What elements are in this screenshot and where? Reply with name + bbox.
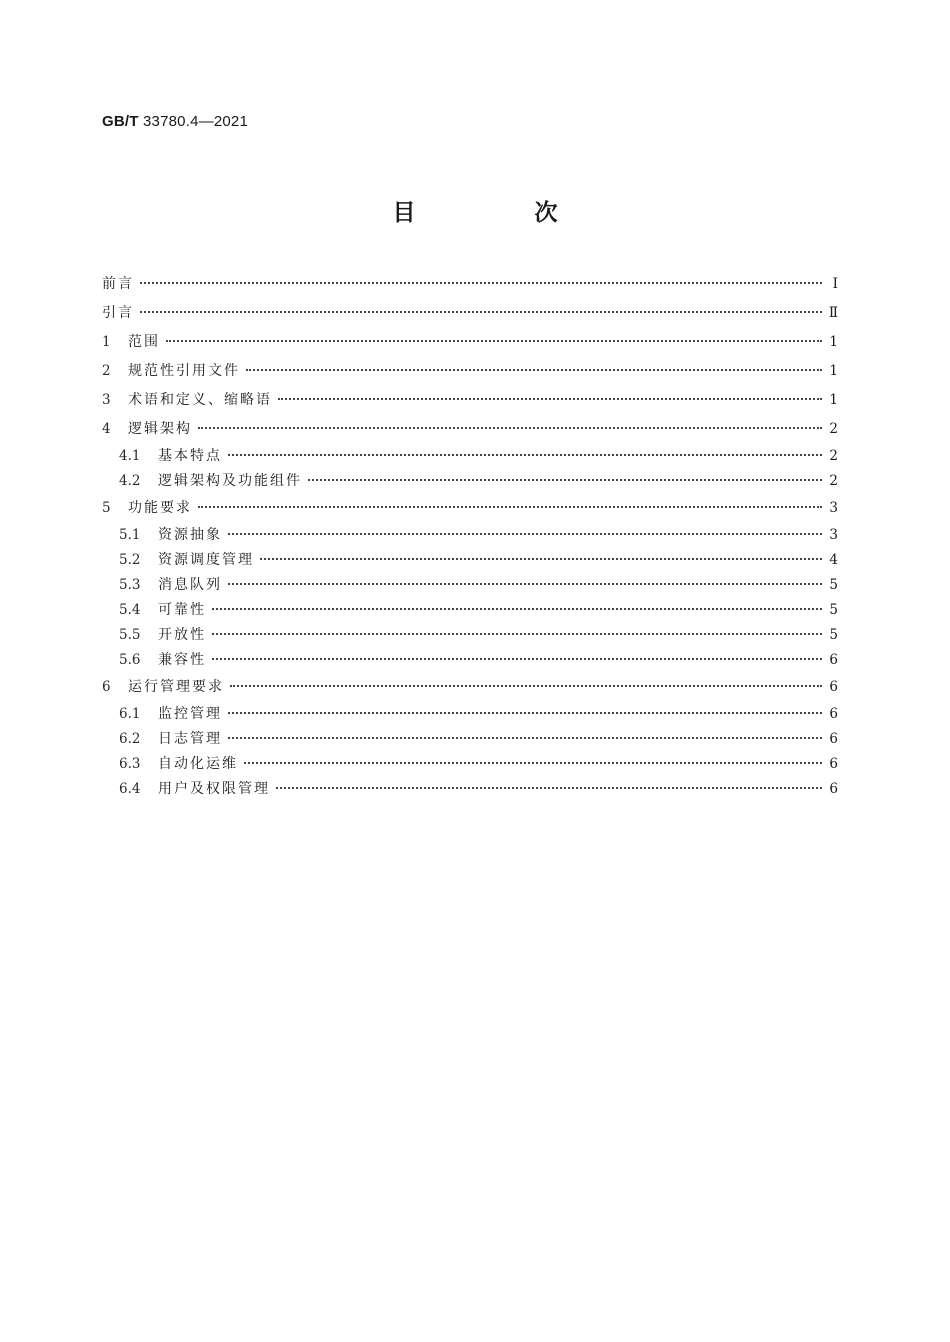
toc-entry-page: 1 [829,334,838,350]
toc-dot-leader [166,340,822,342]
toc-dot-leader [198,427,822,429]
toc-dot-leader [228,583,822,585]
toc-entry[interactable] [102,673,838,702]
toc-entry-number: 6.1 [119,706,141,722]
toc-entry-number: 5.6 [119,652,141,668]
toc-entry-label: 运行管理要求 [128,679,224,695]
toc-entry-label: 逻辑架构及功能组件 [158,473,302,489]
toc-entry-label: 可靠性 [158,602,206,618]
toc-entry[interactable] [102,598,838,623]
toc-entry-page: 4 [829,552,838,568]
toc-dot-leader [308,479,822,481]
toc-entry-page: 6 [829,652,838,668]
toc-entry[interactable] [102,573,838,598]
toc-entry-page: 5 [829,627,838,643]
toc-entry-label: 引言 [102,305,134,321]
toc-entry[interactable] [102,702,838,727]
toc-dot-leader [212,658,822,660]
toc-entry-label: 监控管理 [158,706,222,722]
toc-entry[interactable] [102,444,838,469]
toc-entry[interactable] [102,270,838,299]
toc-dot-leader [140,311,822,313]
toc-entry[interactable] [102,648,838,673]
toc-entry[interactable] [102,328,838,357]
toc-entry-page: 2 [829,421,838,437]
table-of-contents [102,270,838,802]
toc-entry[interactable] [102,727,838,752]
toc-entry-number: 5 [102,500,111,516]
toc-entry-label: 逻辑架构 [128,421,192,437]
toc-entry-label: 规范性引用文件 [128,363,240,379]
toc-entry-label: 用户及权限管理 [158,781,270,797]
toc-dot-leader [198,506,822,508]
toc-dot-leader [276,787,822,789]
toc-entry[interactable] [102,494,838,523]
toc-entry-page: 6 [829,731,838,747]
toc-entry-number: 5.4 [119,602,141,618]
toc-dot-leader [212,633,822,635]
toc-entry[interactable] [102,469,838,494]
toc-entry-page: 6 [829,706,838,722]
toc-dot-leader [260,558,822,560]
toc-entry-number: 1 [102,334,111,350]
standard-code [102,113,248,130]
toc-dot-leader [244,762,822,764]
toc-entry-page: 6 [829,781,838,797]
toc-entry[interactable] [102,777,838,802]
toc-entry-page: Ⅱ [828,305,838,321]
toc-entry-page: 5 [829,602,838,618]
toc-entry[interactable] [102,623,838,648]
toc-entry-page: 1 [829,392,838,408]
toc-entry-label: 自动化运维 [158,756,238,772]
standard-code-number: 33780.4—2021 [143,113,249,130]
toc-entry-page: 3 [829,500,838,516]
toc-entry-page: 2 [829,473,838,489]
toc-entry[interactable] [102,299,838,328]
toc-dot-leader [140,282,822,284]
toc-entry-label: 日志管理 [158,731,222,747]
toc-entry[interactable] [102,386,838,415]
toc-entry-label: 资源抽象 [158,527,222,543]
toc-entry-page: 6 [829,756,838,772]
toc-entry-number: 4.2 [119,473,141,489]
toc-entry-label: 前言 [102,276,134,292]
toc-entry-number: 2 [102,363,111,379]
toc-entry[interactable] [102,548,838,573]
toc-entry-number: 5.1 [119,527,141,543]
toc-entry[interactable] [102,415,838,444]
toc-dot-leader [212,608,822,610]
toc-entry-label: 消息队列 [158,577,222,593]
toc-entry-number: 4 [102,421,111,437]
toc-entry-page: Ⅰ [832,276,838,292]
toc-entry-number: 6 [102,679,111,695]
standard-code-prefix: GB/T [102,113,139,130]
toc-entry-label: 兼容性 [158,652,206,668]
toc-entry-number: 5.3 [119,577,141,593]
toc-entry-number: 6.2 [119,731,141,747]
toc-entry-label: 范围 [128,334,160,350]
toc-dot-leader [228,533,822,535]
toc-entry-number: 4.1 [119,448,141,464]
toc-dot-leader [228,737,822,739]
toc-entry-page: 2 [829,448,838,464]
toc-entry-number: 6.3 [119,756,141,772]
toc-dot-leader [228,454,822,456]
toc-dot-leader [246,369,822,371]
toc-entry-page: 6 [829,679,838,695]
toc-entry-label: 开放性 [158,627,206,643]
toc-entry[interactable] [102,357,838,386]
toc-entry[interactable] [102,752,838,777]
page-title: 目 次 [392,200,606,226]
toc-entry[interactable] [102,523,838,548]
toc-entry-number: 5.5 [119,627,141,643]
toc-entry-label: 基本特点 [158,448,222,464]
toc-entry-number: 3 [102,392,111,408]
toc-entry-number: 6.4 [119,781,141,797]
toc-entry-label: 功能要求 [128,500,192,516]
toc-entry-page: 1 [829,363,838,379]
toc-dot-leader [230,685,822,687]
toc-dot-leader [278,398,822,400]
toc-dot-leader [228,712,822,714]
toc-entry-page: 5 [829,577,838,593]
toc-entry-number: 5.2 [119,552,141,568]
toc-entry-label: 资源调度管理 [158,552,254,568]
toc-entry-label: 术语和定义、缩略语 [128,392,272,408]
toc-entry-page: 3 [829,527,838,543]
